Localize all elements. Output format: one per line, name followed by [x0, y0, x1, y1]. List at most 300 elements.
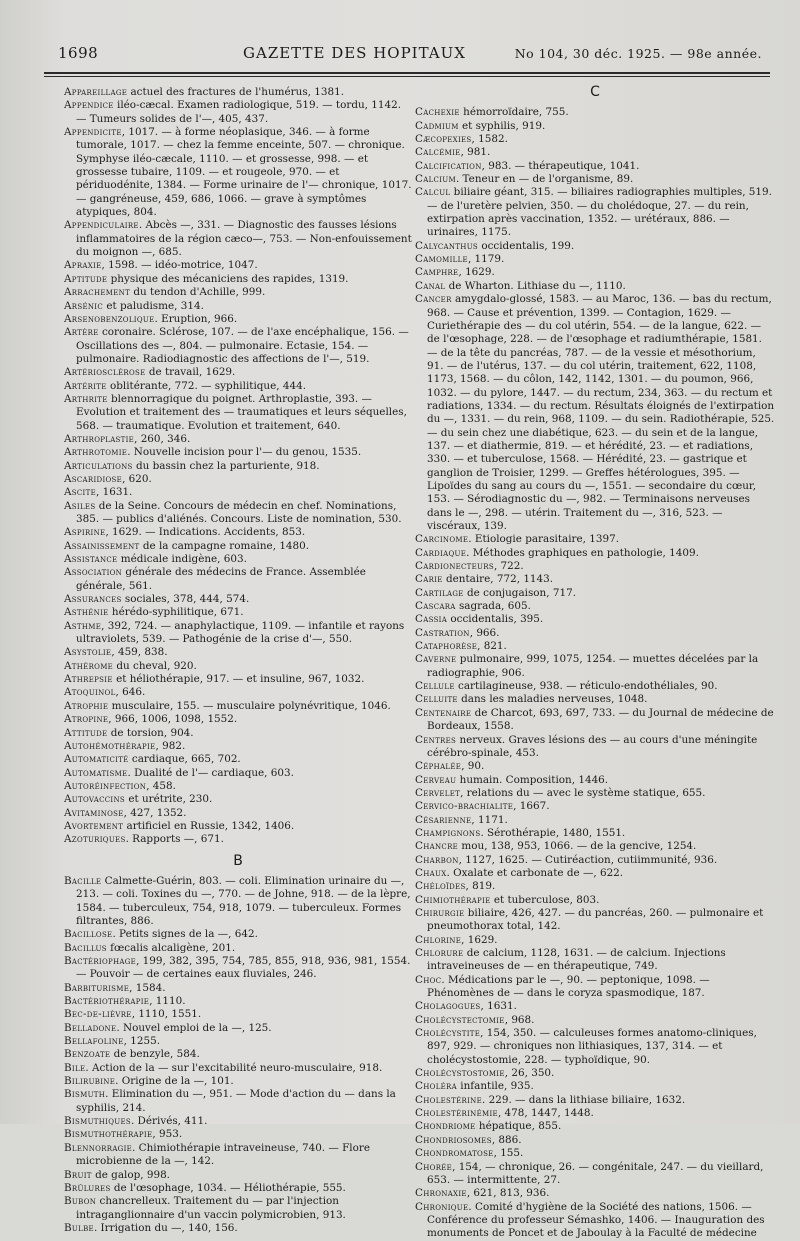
entry-headword: Association: [64, 566, 123, 579]
entry-text: . Méthodes graphiques en pathologie, 1409.: [466, 546, 699, 559]
entry-text: , 1667.: [513, 800, 550, 813]
index-entry: [415, 573, 775, 586]
entry-headword: Cholécystostomie: [415, 1067, 505, 1080]
index-entry: [64, 928, 412, 941]
entry-text: de galop, 998.: [95, 1168, 170, 1181]
entry-headword: Cholécystectomie: [415, 1013, 505, 1026]
index-entry: [64, 486, 412, 499]
entry-headword: Appendicite: [64, 126, 122, 139]
entry-headword: Chorée: [415, 1160, 453, 1173]
entry-text: coronaire. Sclérose, 107. — de l'axe encéphalique, 156. — Oscillations des —, 804. — pulmonaire. Ectasie, 154. — pulmonaire. Radiodiagnostic des affections de l'—, 519.: [76, 326, 409, 365]
entry-text: du bassin chez la parturiente, 918.: [135, 459, 320, 472]
entry-headword: Aspirine: [64, 526, 106, 539]
entry-text: dans les maladies nerveuses, 1048.: [461, 693, 648, 706]
index-entry: [64, 219, 412, 259]
entry-headword: Bacillus: [64, 941, 107, 954]
entry-text: de l'œsophage, 1034. — Héliothérapie, 555.: [113, 1181, 346, 1194]
entry-headword: Asthénie: [64, 606, 109, 619]
entry-text: , 722.: [493, 560, 524, 573]
entry-text: , 646.: [115, 686, 146, 699]
index-entry: [415, 627, 775, 640]
entry-text: . Irrigation du —, 140, 156.: [93, 1221, 238, 1234]
entry-headword: Ascaridiose: [64, 472, 123, 485]
index-entry: [415, 160, 775, 173]
entry-text: , 90.: [461, 760, 485, 773]
index-entry: [415, 1187, 775, 1200]
entry-text: , 1255.: [123, 1035, 161, 1048]
index-entry: [415, 1120, 775, 1133]
index-entry: [64, 1035, 412, 1048]
entry-text: . Nouvelle incision pour l'— du genou, 1535.: [127, 446, 362, 459]
index-entry: [64, 540, 412, 553]
entry-headword: Bruit: [64, 1168, 92, 1181]
entry-text: Calmette-Guérin, 803. — coli. Elimination urinaire du —, 213. — coli. Toxines du —, 770. — de Johne, 918. — de la lèpre, 1584. — tuberculeux, 754, 918, 1079. — tuberculeux. Formes filtrantes, 886.: [76, 874, 411, 927]
entry-headword: Bismuthiques: [64, 1115, 131, 1128]
index-entry: [64, 1088, 412, 1115]
index-entry: [64, 313, 412, 326]
index-entry: [415, 1201, 775, 1241]
entry-text: , 819.: [465, 880, 496, 893]
index-entry: [415, 1014, 775, 1027]
entry-text: hérédo-syphilitique, 671.: [111, 606, 244, 619]
index-entry: [415, 907, 775, 934]
entry-headword: Artériosclérose: [64, 366, 146, 379]
entry-headword: Chaux: [415, 866, 447, 879]
entry-text: physique des mécaniciens des rapides, 1319.: [110, 272, 349, 285]
index-entry: [64, 727, 412, 740]
entry-headword: Ascite: [64, 486, 96, 499]
index-entry: [415, 787, 775, 800]
index-entry: [64, 606, 412, 619]
entry-headword: Bilirubine: [64, 1075, 116, 1088]
entry-headword: Bile: [64, 1061, 86, 1074]
index-entry: [64, 286, 412, 299]
entry-text: fœcalis alcaligène, 201.: [110, 941, 236, 954]
index-entry: [64, 259, 412, 272]
entry-headword: Bec-de-lièvre: [64, 1008, 132, 1021]
entry-text: , 155.: [493, 1147, 524, 1160]
index-entry: [64, 807, 412, 820]
entry-headword: Automatisme: [64, 766, 128, 779]
entry-text: du tendon d'Achille, 999.: [133, 286, 266, 299]
entry-headword: Avitaminose: [64, 806, 124, 819]
entry-text: , 1598. — idéo-motrice, 1047.: [101, 259, 258, 272]
entry-headword: Atoquinol: [64, 686, 116, 699]
entry-text: , relations du — avec le système statique, 655.: [460, 786, 706, 799]
entry-text: occidentalis, 199.: [481, 239, 575, 252]
index-entry: [64, 126, 412, 219]
entry-text: de calcium, 1128, 1631. — de calcium. Injections intraveineuses de — en thérapeutique, 749.: [427, 947, 726, 973]
index-entry: [415, 547, 775, 560]
entry-text: de conjugaison, 717.: [467, 586, 576, 599]
entry-headword: Bismuthothérapie: [64, 1128, 153, 1141]
entry-text: biliaire, 426, 427. — du pancréas, 260. — pulmonaire et pneumothorax total, 142.: [427, 906, 764, 933]
entry-headword: Bactériothérapie: [64, 995, 150, 1008]
entry-text: , 1582.: [471, 133, 508, 146]
right-column: [415, 86, 775, 1241]
index-entry: [64, 326, 412, 366]
entry-headword: Appendiculaire: [64, 219, 139, 232]
entry-headword: Arthrotomie: [64, 446, 128, 459]
index-entry: [415, 840, 775, 853]
index-entry: [415, 600, 775, 613]
index-entry: [64, 753, 412, 766]
index-entry: [415, 1161, 775, 1188]
header-rule-thick: [44, 72, 770, 74]
index-entry: [64, 740, 412, 753]
index-entry: [64, 526, 412, 539]
entry-text: , 199, 382, 395, 754, 785, 855, 918, 936, 981, 1554. — Pouvoir — de certaines eaux fluviales, 246.: [76, 955, 411, 981]
entry-headword: Carcinome: [415, 533, 469, 546]
index-entry: [64, 380, 412, 393]
entry-headword: Cassia: [415, 613, 448, 626]
entry-headword: Calycanthus: [415, 239, 479, 252]
entry-text: et syphilis, 919.: [462, 119, 546, 132]
entry-headword: Choc: [415, 973, 442, 986]
index-entry: [64, 86, 412, 99]
entry-text: , 621, 813, 936.: [466, 1187, 550, 1200]
index-entry: [415, 974, 775, 1001]
entry-headword: Avortement: [64, 819, 124, 832]
entry-text: , 1629.: [461, 933, 498, 946]
entry-text: de la Seine. Concours de médecin en chef. Nominations, 385. — publics d'aliénés. Concours. Liste de nomination, 530.: [76, 499, 402, 525]
entry-text: , 1017. — à forme néoplasique, 346. — à forme tumorale, 1017. — chez la femme enceinte, 507. — chronique. Symphyse iléo-cæcale, 1110. — et grossesse, 998. — et grossesse tubaire, 1109. — et rougeole, 970. — et périduodénite, 1384. — Forme urinaire de l'— chronique, 1017. — gangréneuse, 459, 686, 1066. — grave à symptômes atypiques, 804.: [76, 126, 412, 219]
entry-headword: Benzoate: [64, 1048, 111, 1061]
page-header: [58, 40, 770, 66]
index-entry: [415, 800, 775, 813]
index-entry: [64, 1142, 412, 1169]
entry-headword: Arthrite: [64, 392, 108, 405]
entry-text: humain. Composition, 1446.: [459, 773, 609, 786]
entry-text: . Eruption, 966.: [154, 312, 238, 325]
entry-text: , 478, 1447, 1448.: [497, 1107, 594, 1120]
index-entry: [64, 1169, 412, 1182]
index-entry: [64, 500, 412, 527]
entry-headword: Cancer: [415, 293, 452, 306]
entry-text: . Médications par le —, 90. — peptonique, 1098. — Phénomènes de — dans le coryza spasmodique, 187.: [427, 973, 710, 1000]
entry-headword: Cardionecteurs: [415, 560, 494, 573]
entry-text: de torsion, 904.: [110, 726, 194, 739]
entry-headword: Bactériophage: [64, 955, 137, 967]
index-entry: [64, 1128, 412, 1141]
entry-text: de Charcot, 693, 697, 733. — du Journal de médecine de Bordeaux, 1558.: [427, 706, 774, 733]
entry-text: du cheval, 920.: [116, 659, 197, 672]
entry-headword: Cachexie: [415, 106, 460, 119]
index-entry: [64, 566, 412, 593]
entry-headword: Bulbe: [64, 1221, 94, 1234]
entry-headword: Choléra: [415, 1080, 457, 1093]
entry-headword: Bellafoline: [64, 1035, 124, 1048]
entry-text: blennorragique du poignet. Arthroplastie, 393. — Evolution et traitement des — traumatiques et leurs séquelles, 568. — traumatique. Evolution et traitement, 640.: [76, 392, 407, 432]
entry-headword: Chancre: [415, 840, 459, 853]
index-entry: [64, 700, 412, 713]
entry-text: , 154, — chronique, 26. — congénitale, 247. — du vieillard, 653. — intermittente, 27.: [427, 1160, 764, 1186]
entry-headword: Autohémothérapie: [64, 739, 156, 752]
entry-headword: Bacillose: [64, 928, 113, 941]
entry-text: pulmonaire, 999, 1075, 1254. — muettes décelées par la radiographie, 906.: [427, 653, 759, 679]
entry-headword: Cellule: [415, 680, 455, 693]
entry-headword: Atropine: [64, 713, 109, 726]
entry-headword: Asystolie: [64, 646, 112, 659]
entry-headword: Chondriosomes: [415, 1133, 492, 1146]
entry-text: . Comité d'hygiène de la Société des nations, 1506. — Conférence du professeur Sémashko, 1406. — Inauguration des monuments de Poncet et de Jaboulay à la Faculté de médecine: [427, 1200, 765, 1240]
entry-headword: Athrepsie: [64, 673, 113, 686]
entry-text: , 1629. — Indications. Accidents, 853.: [105, 526, 306, 539]
index-entry: [415, 120, 775, 133]
entry-text: , 968.: [504, 1013, 535, 1026]
entry-headword: Articulations: [64, 459, 133, 472]
index-entry: [64, 793, 412, 806]
index-entry: [64, 1182, 412, 1195]
index-entry: [415, 587, 775, 600]
journal-title: GAZETTE DES HOPITAUX: [243, 44, 466, 62]
index-entry: [415, 1094, 775, 1107]
entry-headword: Chimiothérapie: [415, 893, 491, 906]
entry-headword: Bismuth: [64, 1088, 106, 1101]
entry-text: , 981.: [460, 146, 491, 159]
index-entry: [64, 620, 412, 647]
entry-text: , 886.: [491, 1133, 522, 1146]
entry-text: , 966.: [469, 626, 500, 639]
entry-headword: Cascara: [415, 600, 456, 613]
entry-headword: Céphalée: [415, 760, 462, 773]
entry-headword: Castration: [415, 626, 470, 639]
entry-headword: Chronique: [415, 1200, 469, 1213]
left-column: [64, 86, 412, 1235]
entry-text: . Oxalate et carbonate de —, 622.: [446, 866, 624, 879]
index-entry: [64, 366, 412, 379]
entry-text: , 392, 724. — anaphylactique, 1109. — infantile et rayons ultraviolets, 539. — Pathogénie de la crise d'—, 550.: [76, 619, 405, 646]
index-entry: [415, 186, 775, 239]
index-entry: [415, 1080, 775, 1093]
entry-text: hémorroïdaire, 755.: [463, 106, 569, 119]
entry-text: , 1179.: [467, 253, 505, 266]
entry-text: , 966, 1006, 1098, 1552.: [108, 713, 238, 726]
entry-text: cardiaque, 665, 702.: [131, 753, 241, 766]
index-entry: [415, 814, 775, 827]
index-entry: [64, 300, 412, 313]
index-entry: [64, 673, 412, 686]
index-entry: [415, 1067, 775, 1080]
entry-headword: Camomille: [415, 253, 468, 266]
entry-text: . Chimiothérapie intraveineuse, 740. — Flore microbienne de la —, 142.: [76, 1141, 371, 1168]
index-entry: [415, 1027, 775, 1067]
entry-headword: Cholestérine: [415, 1093, 482, 1106]
entry-text: cartilagineuse, 938. — réticulo-endothéliales, 90.: [458, 680, 718, 693]
entry-text: , 427, 1352.: [123, 806, 187, 819]
entry-text: , 1631.: [96, 486, 133, 499]
entry-headword: Athérome: [64, 659, 114, 672]
entry-text: dentaire, 772, 1143.: [445, 573, 554, 586]
entry-text: et tuberculose, 803.: [493, 893, 600, 906]
index-entry: [64, 460, 412, 473]
entry-headword: Appendice: [64, 99, 114, 112]
entry-text: , 1110, 1551.: [131, 1008, 202, 1021]
entry-headword: Carie: [415, 573, 443, 586]
entry-headword: Chronaxie: [415, 1187, 467, 1200]
entry-text: nerveux. Graves lésions des — au cours d'une méningite cérébro-spinale, 453.: [427, 733, 758, 759]
index-entry: [64, 713, 412, 726]
index-entry: [64, 833, 412, 846]
entry-headword: Cerveau: [415, 773, 457, 786]
index-entry: [415, 133, 775, 146]
entry-headword: Attitude: [64, 726, 108, 739]
index-entry: [415, 173, 775, 186]
index-entry: [415, 533, 775, 546]
index-entry: [415, 293, 775, 533]
entry-headword: Cadmium: [415, 119, 459, 132]
index-entry: [64, 955, 412, 982]
entry-headword: Arrachement: [64, 286, 131, 299]
entry-headword: Artère: [64, 326, 99, 339]
entry-text: de benzyle, 584.: [113, 1048, 200, 1061]
entry-headword: Cervelet: [415, 786, 461, 799]
entry-text: infantile, 935.: [460, 1080, 534, 1093]
entry-headword: Brûlures: [64, 1181, 111, 1194]
entry-headword: Calcémie: [415, 146, 461, 159]
index-section-c: [415, 106, 775, 1240]
entry-headword: Chlorine: [415, 933, 462, 946]
entry-text: , 620.: [122, 472, 152, 485]
index-entry: [415, 146, 775, 159]
entry-headword: Belladone: [64, 1021, 117, 1034]
entry-headword: Assistance: [64, 553, 118, 566]
index-entry: [64, 473, 412, 486]
index-entry: [415, 934, 775, 947]
index-entry: [415, 774, 775, 787]
index-entry: [415, 894, 775, 907]
entry-text: hépatique, 855.: [478, 1120, 562, 1133]
index-entry: [415, 734, 775, 761]
entry-headword: Bacille: [64, 874, 102, 887]
index-entry: [64, 1048, 412, 1061]
issue-info: No 104, 30 déc. 1925. — 98e année.: [514, 46, 762, 61]
entry-text: , 983. — thérapeutique, 1041.: [481, 159, 640, 172]
entry-headword: Atrophie: [64, 699, 109, 712]
entry-text: . 229. — dans la lithiase biliaire, 1632.: [482, 1093, 686, 1106]
entry-headword: Autovaccins: [64, 793, 126, 806]
entry-headword: Appareillage: [64, 86, 128, 98]
section-letter-b: B: [233, 852, 243, 869]
entry-headword: Canal: [415, 279, 446, 292]
entry-text: mou, 138, 953, 1066. — de la gencive, 1254.: [461, 840, 697, 853]
entry-headword: Barbiturisme: [64, 981, 130, 994]
index-entry: [415, 693, 775, 706]
entry-headword: Apraxie: [64, 259, 102, 272]
entry-text: , 1629.: [458, 266, 495, 279]
entry-text: et urétrite, 230.: [128, 793, 213, 806]
entry-headword: Chirurgie: [415, 906, 465, 919]
entry-text: . Elimination du —, 951. — Mode d'action du — dans la syphilis, 214.: [76, 1088, 396, 1114]
entry-text: . Sérothérapie, 1480, 1551.: [480, 826, 626, 839]
entry-text: , 459, 838.: [111, 646, 168, 659]
index-entry: [64, 1222, 412, 1235]
entry-headword: Aptitude: [64, 272, 108, 285]
page-number: 1698: [58, 44, 99, 62]
entry-headword: Chondriome: [415, 1120, 476, 1133]
entry-text: , 154, 350. — calculeuses formes anatomo-cliniques, 897, 929. — chroniques non lithiasiques, 137, 314. — et cholécystostomie, 228. — typhoïdique, 90.: [427, 1027, 757, 1066]
index-entry: [415, 867, 775, 880]
entry-text: et héliothérapie, 917. — et insuline, 967, 1032.: [116, 673, 365, 686]
entry-text: artificiel en Russie, 1342, 1406.: [126, 819, 295, 832]
entry-headword: Autoréinfection: [64, 779, 147, 792]
index-entry: [64, 780, 412, 793]
index-entry: [415, 680, 775, 693]
entry-text: , 458.: [146, 779, 176, 792]
index-entry: [64, 433, 412, 446]
index-entry: [415, 266, 775, 279]
entry-text: amygdalo-glossé, 1583. — au Maroc, 136. — bas du rectum, 968. — Cause et prévention, 1399. — Contagion, 1629. — Curiethérapie des — du col utérin, 554. — de la langue, 622. — de l'œsophage, 228. — de l'œsophage et radiumthérapie, 1581. — de la tête du pancréas, 787. — de la vessie et mésothorium, 91. — de l'utérus, 137. — du col utérin, traitement, 622, 1108, 1173, 1568. — du côlon, 142, 1142, 1301. — du poumon, 966, 1032. — du pylore, 1447. — du rectum, 234, 363. — du rectum et radiations, 1334. — du rectum. Résultats éloignés de l'extirpation du —, 1331. — du rein, 968, 1109. — du sein. Radiothérapie, 525. — du sein chez une diabétique, 623. — du sein et de la langue, 137. — et diathermie, 819. — et hérédité, 23. — et radiations, 330. — et tuberculose, 1568. — Hérédité, 23. — gastrique et ganglion de Troisier, 1299. — Greffes hétérologues, 395. — Lipoïdes du sang au cours du —, 1551. — secondaire du cœur, 153. — Sérodiagnostic du —, 982. — Terminaisons nerveuses dans le —, 298. — utérin. Traitement du —, 316, 523. — viscéraux, 139.: [427, 293, 775, 532]
entry-headword: Cæcopexies: [415, 133, 472, 146]
entry-headword: Cardiaque: [415, 546, 467, 559]
entry-headword: Cholagogues: [415, 1000, 481, 1013]
index-entry: [415, 106, 775, 119]
entry-headword: Calcification: [415, 159, 482, 172]
entry-text: . Origine de la —, 101.: [115, 1075, 234, 1088]
index-entry: [415, 854, 775, 867]
entry-headword: Artérite: [64, 379, 107, 392]
entry-text: , 1631.: [480, 1000, 517, 1013]
entry-headword: Champignons: [415, 826, 481, 839]
index-entry: [415, 760, 775, 773]
entry-text: musculaire, 155. — musculaire polynévritique, 1046.: [111, 699, 391, 712]
entry-text: . Dérivés, 411.: [130, 1115, 208, 1128]
index-entry: [64, 767, 412, 780]
entry-headword: Caverne: [415, 653, 457, 666]
index-entry: [415, 1000, 775, 1013]
entry-headword: Chéloïdes: [415, 880, 466, 893]
entry-text: générale des médecins de France. Assemblée générale, 561.: [76, 566, 366, 592]
entry-headword: Cervico-brachialite: [415, 800, 514, 813]
index-entry: [415, 280, 775, 293]
entry-headword: Centres: [415, 733, 457, 746]
entry-headword: Chlorure: [415, 947, 464, 959]
entry-text: actuel des fractures de l'humérus, 1381.: [130, 86, 345, 98]
entry-text: , 260, 346.: [134, 432, 191, 445]
entry-text: , 26, 350.: [504, 1067, 555, 1080]
index-entry: [415, 827, 775, 840]
entry-headword: Automaticité: [64, 753, 129, 766]
entry-headword: Arsenobenzolique: [64, 312, 155, 325]
entry-text: . Abcès —, 331. — Diagnostic des fausses lésions inflammatoires de la région cæco—, 753. — Non-enfouissement du moignon —, 685.: [76, 219, 412, 259]
index-entry: [64, 393, 412, 433]
index-entry: [415, 1147, 775, 1160]
index-entry: [64, 273, 412, 286]
index-entry: [415, 253, 775, 266]
entry-text: . Dualité de l'— cardiaque, 603.: [127, 766, 294, 779]
entry-headword: Cataphorèse: [415, 640, 478, 653]
entry-text: de la campagne romaine, 1480.: [142, 539, 310, 552]
entry-headword: Calcium: [415, 173, 456, 186]
entry-headword: Charbon: [415, 853, 459, 866]
entry-text: , 1171.: [471, 813, 508, 826]
index-entry: [415, 880, 775, 893]
index-entry: [64, 1022, 412, 1035]
entry-headword: Cholécystite: [415, 1027, 481, 1040]
entry-text: , 1127, 1625. — Cutiréaction, cutiimmunité, 936.: [458, 853, 718, 866]
index-entry: [64, 1195, 412, 1222]
entry-headword: Camphre: [415, 266, 459, 279]
index-entry: [415, 613, 775, 626]
entry-text: . Etiologie parasitaire, 1397.: [468, 533, 620, 546]
entry-text: , 1110.: [149, 995, 186, 1008]
entry-headword: Cartilage: [415, 586, 464, 599]
entry-text: chancrelleux. Traitement du — par l'injection intraganglionnaire d'un vaccin polymicrobien, 913.: [76, 1195, 346, 1221]
entry-headword: Césarienne: [415, 813, 472, 826]
index-entry: [64, 593, 412, 606]
index-entry: [64, 982, 412, 995]
index-entry: [64, 99, 412, 126]
